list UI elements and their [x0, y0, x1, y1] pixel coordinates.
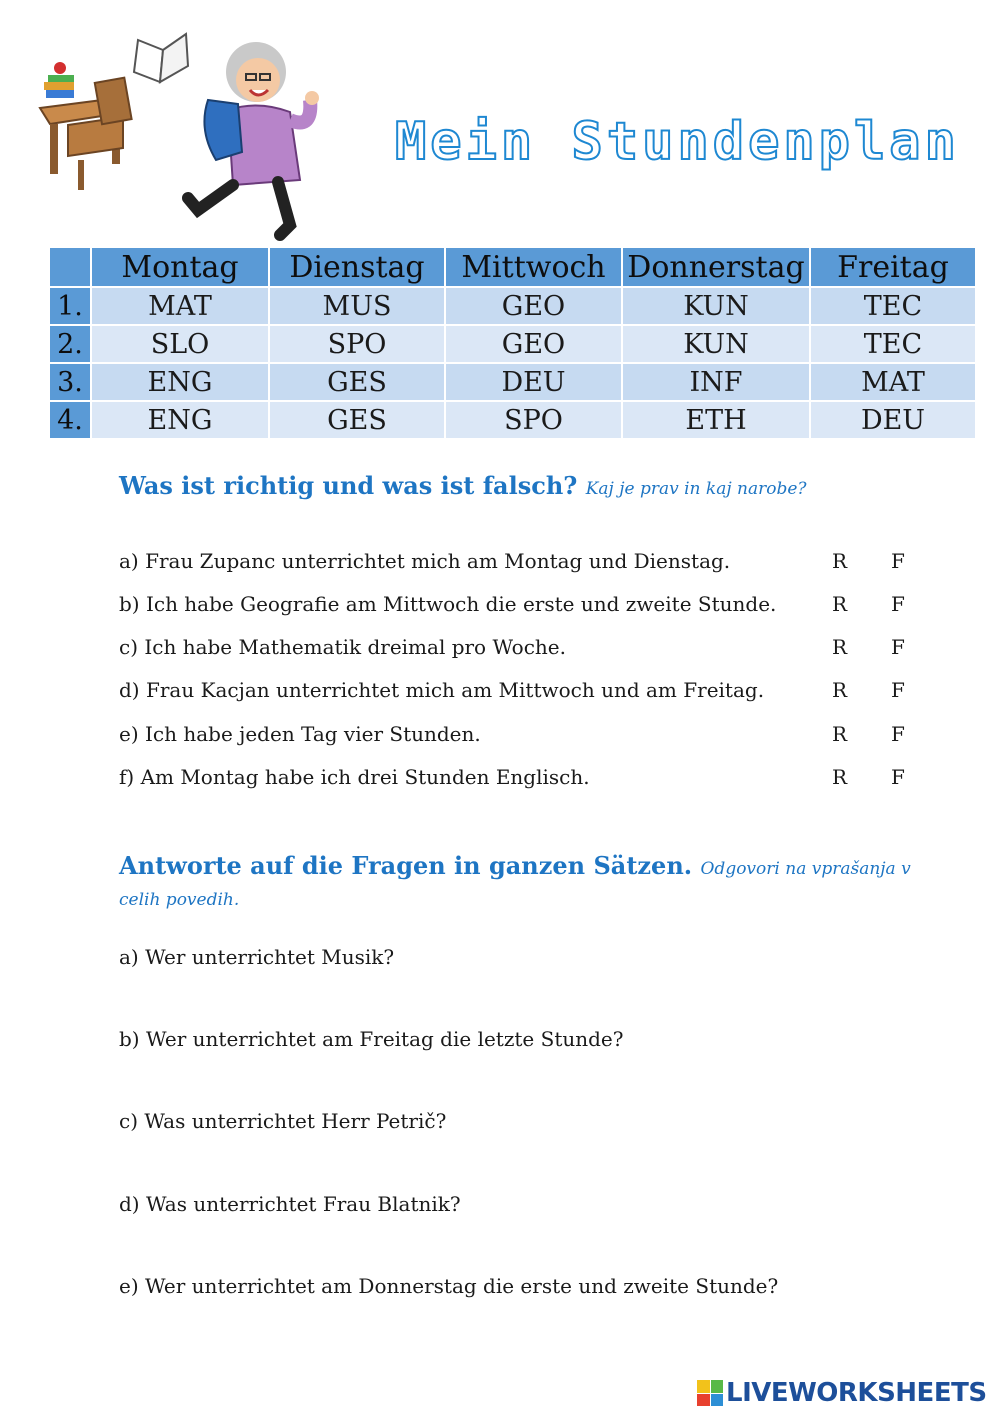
- timetable-corner-cell: [49, 247, 91, 287]
- subject-cell: ENG: [91, 401, 269, 439]
- teacher-figure: [188, 42, 319, 235]
- day-header: Montag: [91, 247, 269, 287]
- timetable: [48, 246, 977, 440]
- subject-cell: TEC: [810, 287, 976, 325]
- answer-r-option[interactable]: R: [832, 678, 848, 702]
- day-header: Mittwoch: [445, 247, 622, 287]
- subject-cell: MAT: [91, 287, 269, 325]
- true-false-item: [119, 589, 919, 619]
- question-item: b) Wer unterrichtet am Freitag die letzte Stunde?: [119, 1027, 624, 1051]
- true-false-heading-text: Was ist richtig und was ist falsch?: [119, 471, 578, 500]
- answer-r-option[interactable]: R: [832, 549, 848, 573]
- liveworksheets-branding: [697, 1378, 987, 1408]
- questions-subheading: Odgovori na vprašanja v celih povedih.: [119, 859, 911, 910]
- answer-r-option[interactable]: R: [832, 592, 848, 616]
- true-false-item: [119, 719, 919, 749]
- questions-heading: [119, 852, 919, 914]
- school-desk-icon: [40, 62, 132, 190]
- subject-cell: INF: [622, 363, 810, 401]
- answer-f-option[interactable]: F: [891, 592, 905, 616]
- statement-text: a) Frau Zupanc unterrichtet mich am Montag und Dienstag.: [119, 549, 731, 573]
- subject-cell: MUS: [269, 287, 445, 325]
- subject-cell: GEO: [445, 325, 622, 363]
- liveworksheets-logo-icon: [697, 1380, 723, 1406]
- subject-cell: ETH: [622, 401, 810, 439]
- true-false-item: [119, 762, 919, 792]
- period-number: 2.: [49, 325, 91, 363]
- subject-cell: SLO: [91, 325, 269, 363]
- statement-text: d) Frau Kacjan unterrichtet mich am Mittwoch und am Freitag.: [119, 678, 765, 702]
- subject-cell: GES: [269, 363, 445, 401]
- subject-cell: MAT: [810, 363, 976, 401]
- statement-text: e) Ich habe jeden Tag vier Stunden.: [119, 722, 481, 746]
- period-number: 3.: [49, 363, 91, 401]
- answer-r-option[interactable]: R: [832, 635, 848, 659]
- true-false-item: [119, 546, 919, 576]
- timetable-row: [49, 325, 976, 363]
- answer-f-option[interactable]: F: [891, 678, 905, 702]
- timetable-row: [49, 401, 976, 439]
- page-title: Mein Stundenplan: [395, 112, 960, 172]
- subject-cell: KUN: [622, 287, 810, 325]
- period-number: 4.: [49, 401, 91, 439]
- day-header: Dienstag: [269, 247, 445, 287]
- question-item: a) Wer unterrichtet Musik?: [119, 945, 395, 969]
- question-item: e) Wer unterrichtet am Donnerstag die erste und zweite Stunde?: [119, 1274, 779, 1298]
- questions-heading-text: Antworte auf die Fragen in ganzen Sätzen.: [119, 851, 693, 880]
- true-false-subheading: Kaj je prav in kaj narobe?: [585, 479, 807, 499]
- day-header: Donnerstag: [622, 247, 810, 287]
- answer-f-option[interactable]: F: [891, 722, 905, 746]
- answer-r-option[interactable]: R: [832, 722, 848, 746]
- answer-r-option[interactable]: R: [832, 765, 848, 789]
- statement-text: f) Am Montag habe ich drei Stunden Englisch.: [119, 765, 590, 789]
- liveworksheets-wordmark: LIVEWORKSHEETS: [726, 1378, 987, 1408]
- answer-f-option[interactable]: F: [891, 549, 905, 573]
- true-false-heading: [119, 471, 807, 500]
- flying-book-icon: [134, 34, 188, 82]
- question-item: d) Was unterrichtet Frau Blatnik?: [119, 1192, 461, 1216]
- subject-cell: GES: [269, 401, 445, 439]
- subject-cell: KUN: [622, 325, 810, 363]
- true-false-item: [119, 632, 919, 662]
- day-header: Freitag: [810, 247, 976, 287]
- subject-cell: DEU: [445, 363, 622, 401]
- subject-cell: SPO: [445, 401, 622, 439]
- answer-f-option[interactable]: F: [891, 635, 905, 659]
- timetable-row: [49, 287, 976, 325]
- period-number: 1.: [49, 287, 91, 325]
- subject-cell: GEO: [445, 287, 622, 325]
- subject-cell: SPO: [269, 325, 445, 363]
- question-item: c) Was unterrichtet Herr Petrič?: [119, 1109, 447, 1133]
- answer-f-option[interactable]: F: [891, 765, 905, 789]
- timetable-header-row: [49, 247, 976, 287]
- subject-cell: DEU: [810, 401, 976, 439]
- true-false-item: [119, 675, 919, 705]
- statement-text: b) Ich habe Geografie am Mittwoch die erste und zweite Stunde.: [119, 592, 777, 616]
- subject-cell: ENG: [91, 363, 269, 401]
- statement-text: c) Ich habe Mathematik dreimal pro Woche.: [119, 635, 566, 659]
- subject-cell: TEC: [810, 325, 976, 363]
- teacher-running-illustration: [28, 20, 328, 245]
- timetable-row: [49, 363, 976, 401]
